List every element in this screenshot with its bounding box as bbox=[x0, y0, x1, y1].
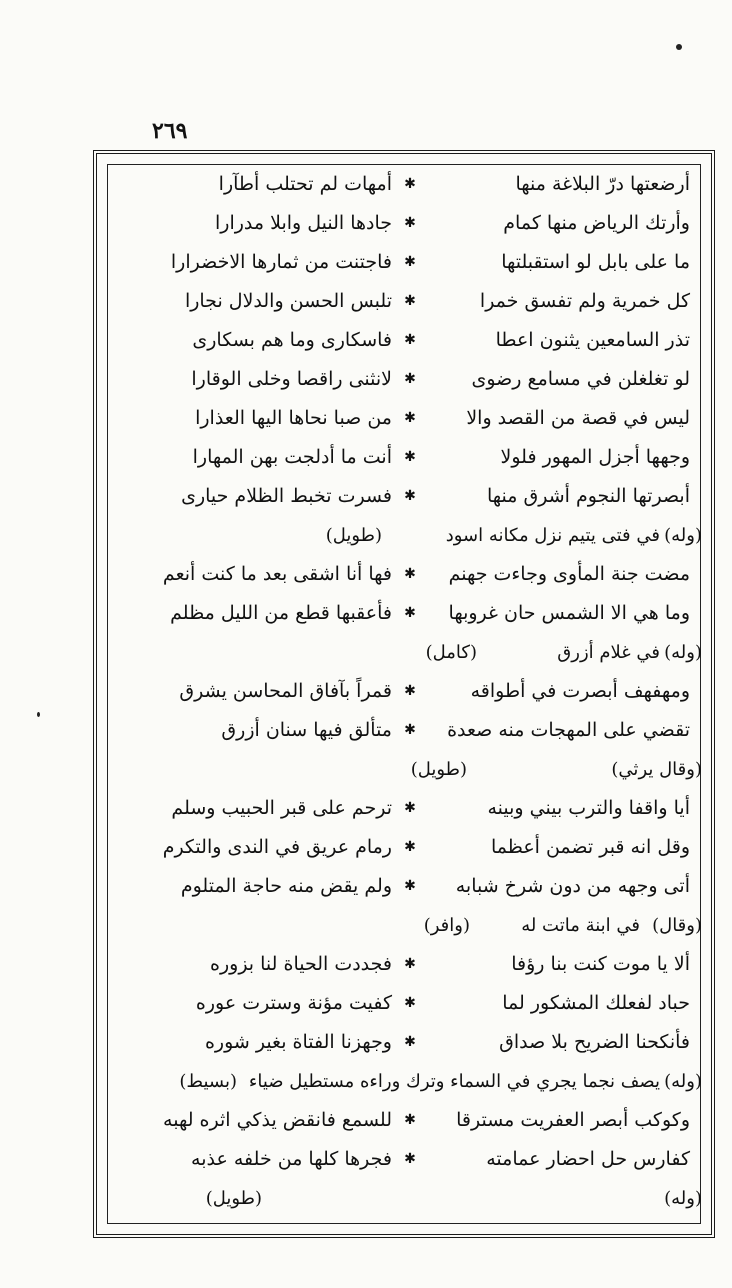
verse-first-hemistich: وأرتك الرياض منها كمام bbox=[503, 212, 690, 234]
hemistich-separator: ✱ bbox=[404, 566, 416, 582]
heading-attribution: (وقال) bbox=[652, 915, 702, 936]
verse-second-hemistich: فاسكارى وما هم بسكارى bbox=[192, 329, 392, 351]
verse-first-hemistich: كل خمرية ولم تفسق خمرا bbox=[479, 290, 690, 312]
hemistich-separator: ✱ bbox=[404, 410, 416, 426]
verse-first-hemistich: حباد لفعلك المشكور لما bbox=[502, 992, 690, 1014]
verse-second-hemistich: فها أنا اشقى بعد ما كنت أنعم bbox=[162, 563, 392, 585]
verse-first-hemistich: مضت جنة المأوى وجاءت جهنم bbox=[448, 563, 690, 585]
verse-second-hemistich: لانثنى راقصا وخلى الوقارا bbox=[191, 368, 392, 390]
verse-second-hemistich: رمام عريق في الندى والتكرم bbox=[162, 836, 392, 858]
heading-meter: (بسيط) bbox=[179, 1071, 237, 1092]
page-number: ٢٦٩ bbox=[152, 118, 188, 144]
hemistich-separator: ✱ bbox=[404, 371, 416, 387]
heading-attribution: (وله) bbox=[664, 1071, 702, 1092]
verse-line bbox=[112, 477, 702, 516]
hemistich-separator: ✱ bbox=[404, 488, 416, 504]
verse-first-hemistich: ألا يا موت كنت بنا رؤفا bbox=[511, 953, 690, 975]
heading-attribution: (وله) bbox=[664, 525, 702, 546]
verse-line bbox=[112, 555, 702, 594]
verse-line bbox=[112, 399, 702, 438]
hemistich-separator: ✱ bbox=[404, 1034, 416, 1050]
verse-second-hemistich: فجددت الحياة لنا بزوره bbox=[210, 953, 392, 975]
verse-line bbox=[112, 1140, 702, 1179]
heading-meter: (طويل) bbox=[410, 759, 467, 780]
heading-meter: (طويل) bbox=[205, 1188, 262, 1209]
ink-speck bbox=[676, 44, 682, 50]
section-heading bbox=[112, 633, 702, 672]
verse-second-hemistich: فأعقبها قطع من الليل مظلم bbox=[170, 602, 392, 624]
hemistich-separator: ✱ bbox=[404, 254, 416, 270]
heading-attribution: (وقال يرثي) bbox=[611, 759, 702, 780]
ink-speck bbox=[37, 712, 40, 717]
verse-second-hemistich: قمراً بآفاق المحاسن يشرق bbox=[179, 680, 392, 702]
verse-first-hemistich: تقضي على المهجات منه صعدة bbox=[447, 719, 690, 741]
verse-first-hemistich: كفارس حل احضار عمامته bbox=[486, 1148, 690, 1170]
verse-first-hemistich: لو تغلغلن في مسامع رضوى bbox=[471, 368, 690, 390]
heading-subject: في غلام أزرق bbox=[557, 642, 660, 663]
verse-second-hemistich: كفيت مؤنة وسترت عوره bbox=[195, 992, 392, 1014]
verse-line bbox=[112, 360, 702, 399]
hemistich-separator: ✱ bbox=[404, 722, 416, 738]
verse-first-hemistich: تذر السامعين يثنون اعطا bbox=[495, 329, 690, 351]
verse-line bbox=[112, 984, 702, 1023]
verse-first-hemistich: أرضعتها درّ البلاغة منها bbox=[515, 173, 690, 195]
hemistich-separator: ✱ bbox=[404, 683, 416, 699]
heading-attribution: (وله) bbox=[664, 642, 702, 663]
verse-second-hemistich: فاجتنت من ثمارها الاخضرارا bbox=[170, 251, 392, 273]
verse-line bbox=[112, 282, 702, 321]
section-heading bbox=[112, 516, 702, 555]
verse-first-hemistich: أتى وجهه من دون شرخ شبابه bbox=[455, 875, 690, 897]
heading-meter: (وافر) bbox=[423, 915, 470, 936]
verse-second-hemistich: متألق فيها سنان أزرق bbox=[221, 719, 392, 741]
verse-second-hemistich: أنت ما أدلجت بهن المهارا bbox=[192, 446, 392, 468]
hemistich-separator: ✱ bbox=[404, 176, 416, 192]
verse-line bbox=[112, 711, 702, 750]
verse-block bbox=[112, 165, 702, 516]
verse-line bbox=[112, 789, 702, 828]
verse-line bbox=[112, 828, 702, 867]
verse-second-hemistich: ترحم على قبر الحبيب وسلم bbox=[171, 797, 392, 819]
verse-line bbox=[112, 438, 702, 477]
verse-first-hemistich: ومهفهف أبصرت في أطواقه bbox=[470, 680, 690, 702]
hemistich-separator: ✱ bbox=[404, 1112, 416, 1128]
verse-second-hemistich: للسمع فانقض يذكي اثره لهبه bbox=[163, 1109, 392, 1131]
verse-line bbox=[112, 945, 702, 984]
section-heading bbox=[112, 1179, 702, 1218]
heading-subject: في ابنة ماتت له bbox=[521, 915, 640, 936]
verse-first-hemistich: ليس في قصة من القصد والا bbox=[466, 407, 690, 429]
verse-first-hemistich: ما على بابل لو استقبلتها bbox=[501, 251, 690, 273]
verse-second-hemistich: فجرها كلها من خلفه عذبه bbox=[191, 1148, 392, 1170]
heading-meter: (طويل) bbox=[325, 525, 382, 546]
verse-line bbox=[112, 165, 702, 204]
verse-line bbox=[112, 594, 702, 633]
verse-line bbox=[112, 1023, 702, 1062]
verse-first-hemistich: أبصرتها النجوم أشرق منها bbox=[486, 485, 690, 507]
heading-meter: (كامل) bbox=[425, 642, 477, 663]
verse-first-hemistich: وجهها أجزل المهور فلولا bbox=[500, 446, 690, 468]
heading-subject: يصف نجما يجري في السماء وترك وراءه مستطيل ضياء bbox=[248, 1071, 660, 1092]
verse-second-hemistich: من صبا نحاها اليها العذارا bbox=[195, 407, 392, 429]
verse-second-hemistich: أمهات لم تحتلب أطآرا bbox=[218, 173, 392, 195]
hemistich-separator: ✱ bbox=[404, 995, 416, 1011]
hemistich-separator: ✱ bbox=[404, 800, 416, 816]
hemistich-separator: ✱ bbox=[404, 878, 416, 894]
verse-first-hemistich: فأنكحنا الضريح بلا صداق bbox=[499, 1031, 690, 1053]
verse-line bbox=[112, 243, 702, 282]
verse-second-hemistich: وجهزنا الفتاة بغير شوره bbox=[204, 1031, 392, 1053]
verse-line bbox=[112, 672, 702, 711]
heading-attribution: (وله) bbox=[664, 1188, 702, 1209]
section-heading bbox=[112, 906, 702, 945]
verse-first-hemistich: وقل انه قبر تضمن أعظما bbox=[490, 836, 690, 858]
heading-subject: في فتى يتيم نزل مكانه اسود bbox=[445, 525, 660, 546]
hemistich-separator: ✱ bbox=[404, 332, 416, 348]
verse-second-hemistich: ولم يقض منه حاجة المتلوم bbox=[180, 875, 392, 897]
section-heading bbox=[112, 1062, 702, 1101]
verse-second-hemistich: تلبس الحسن والدلال نجارا bbox=[184, 290, 392, 312]
verse-first-hemistich: وكوكب أبصر العفريت مسترقا bbox=[456, 1109, 690, 1131]
verse-line bbox=[112, 321, 702, 360]
verse-first-hemistich: وما هي الا الشمس حان غروبها bbox=[448, 602, 690, 624]
section-heading bbox=[112, 750, 702, 789]
verse-first-hemistich: أيا واقفا والترب بيني وبينه bbox=[487, 797, 690, 819]
verse-second-hemistich: فسرت تخبط الظلام حيارى bbox=[181, 485, 392, 507]
hemistich-separator: ✱ bbox=[404, 605, 416, 621]
hemistich-separator: ✱ bbox=[404, 1151, 416, 1167]
verse-line bbox=[112, 1101, 702, 1140]
verse-line bbox=[112, 867, 702, 906]
hemistich-separator: ✱ bbox=[404, 215, 416, 231]
poem-text bbox=[112, 165, 702, 1218]
verse-line bbox=[112, 204, 702, 243]
hemistich-separator: ✱ bbox=[404, 293, 416, 309]
hemistich-separator: ✱ bbox=[404, 956, 416, 972]
hemistich-separator: ✱ bbox=[404, 449, 416, 465]
verse-second-hemistich: جادها النيل وابلا مدرارا bbox=[215, 212, 392, 234]
hemistich-separator: ✱ bbox=[404, 839, 416, 855]
